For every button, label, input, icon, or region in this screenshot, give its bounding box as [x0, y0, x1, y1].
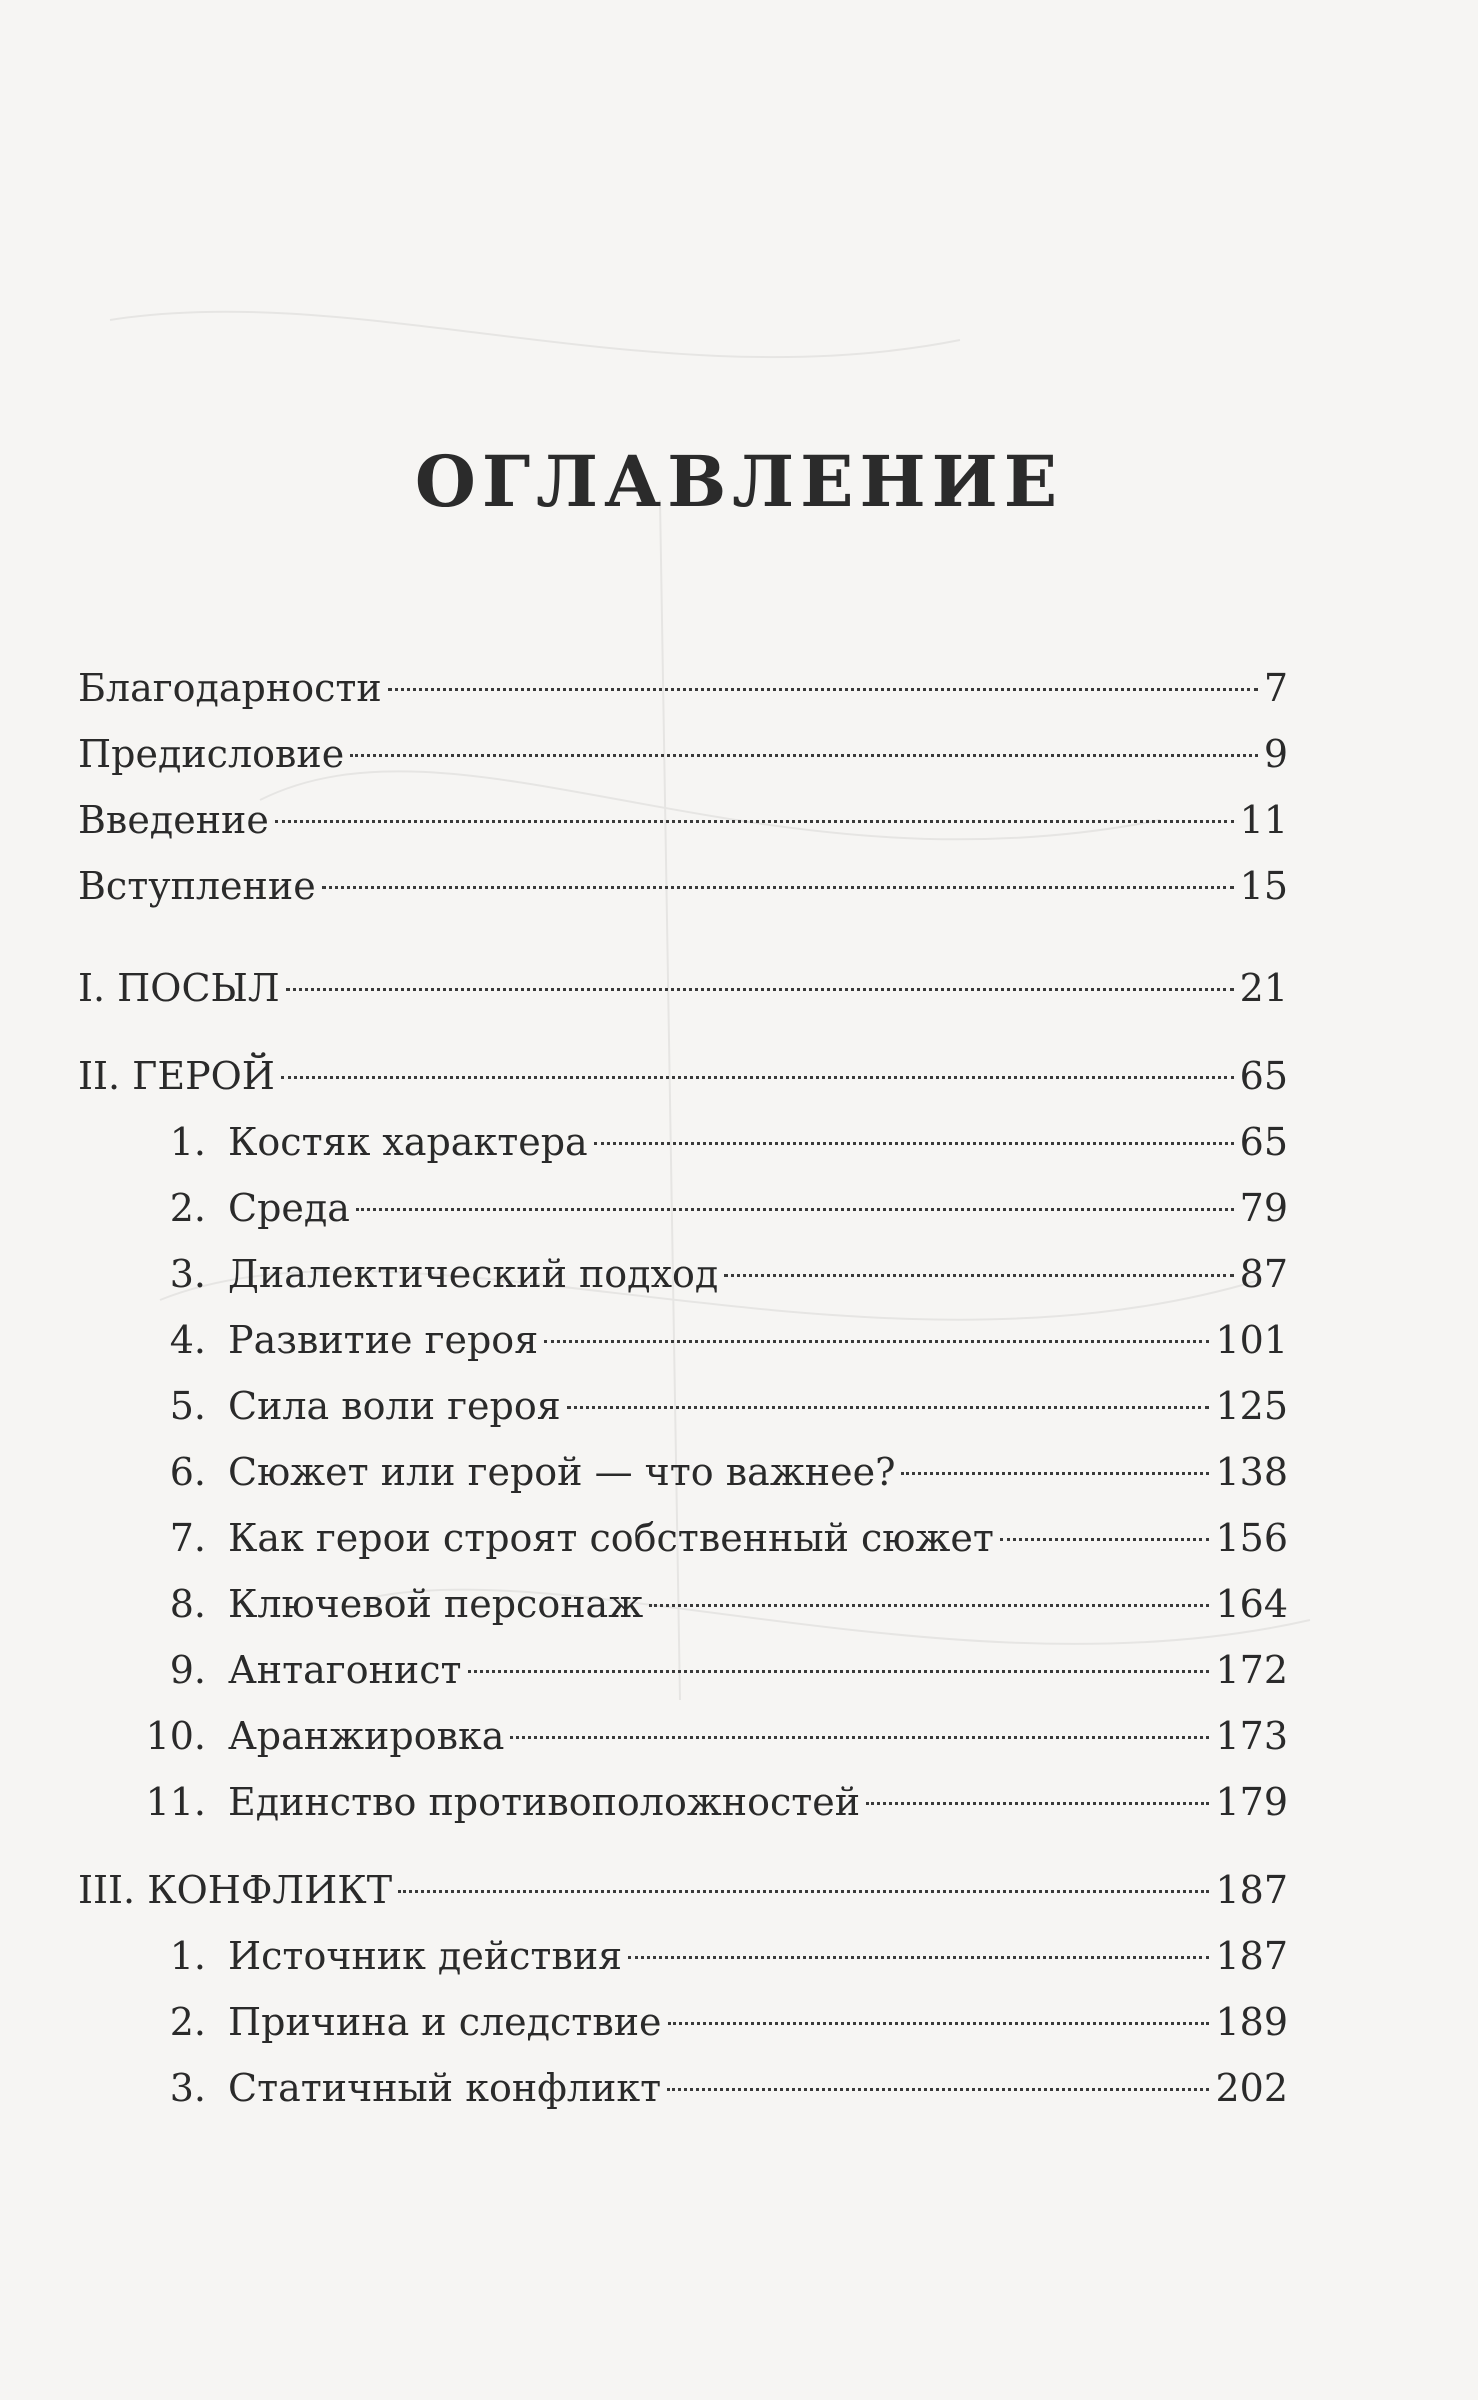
toc-subentry [78, 1175, 1288, 1241]
toc-entry [78, 853, 1288, 919]
dot-leader [510, 1736, 1209, 1739]
toc-page-number: 21 [1239, 966, 1288, 1010]
toc-subentry [78, 1637, 1288, 1703]
toc-page-number: 202 [1215, 2066, 1288, 2110]
toc-entry-label: I. ПОСЫЛ [78, 966, 280, 1010]
toc-entry-label: II. ГЕРОЙ [78, 1054, 275, 1098]
toc-subentry [78, 1439, 1288, 1505]
dot-leader [1000, 1538, 1210, 1541]
toc-subentry [78, 1373, 1288, 1439]
toc-page-number: 156 [1215, 1516, 1288, 1560]
toc-page-number: 15 [1239, 864, 1288, 908]
toc-page-number: 187 [1215, 1934, 1288, 1978]
toc-entry-label: Благодарности [78, 666, 382, 710]
toc-entry-label: Антагонист [228, 1648, 462, 1692]
toc-entry-label: III. КОНФЛИКТ [78, 1868, 393, 1912]
dot-leader [667, 2088, 1209, 2091]
toc-entry-label: Предисловие [78, 732, 345, 776]
toc-entry-label: Единство противоположностей [228, 1780, 861, 1824]
toc-page-number: 65 [1239, 1054, 1288, 1098]
toc-entry-label: Статичный конфликт [228, 2066, 662, 2110]
toc-subentry [78, 1769, 1288, 1835]
toc-subentry [78, 1703, 1288, 1769]
toc-page-number: 164 [1215, 1582, 1288, 1626]
toc-entry-number: 9. [169, 1648, 206, 1692]
toc-page-number: 7 [1263, 666, 1288, 710]
dot-leader [544, 1340, 1209, 1343]
toc-entry-number: 2. [169, 2000, 206, 2044]
toc-entry-label: Вступление [78, 864, 316, 908]
dot-leader [388, 688, 1258, 691]
toc-subentry [78, 1923, 1288, 1989]
toc-entry-number: 1. [169, 1120, 206, 1164]
toc-page-number: 173 [1215, 1714, 1288, 1758]
toc-subentry [78, 1989, 1288, 2055]
toc-entry-label: Развитие героя [228, 1318, 539, 1362]
toc-entry-label: Ключевой персонаж [228, 1582, 644, 1626]
toc-subentry [78, 1241, 1288, 1307]
dot-leader [275, 820, 1234, 823]
page-title: ОГЛАВЛЕНИЕ [414, 440, 1064, 523]
toc-entry-number: 8. [169, 1582, 206, 1626]
toc-subentry [78, 1109, 1288, 1175]
toc-page-number: 179 [1215, 1780, 1288, 1824]
toc-entry-label: Среда [228, 1186, 350, 1230]
dot-leader [356, 1208, 1234, 1211]
toc-subentry [78, 1505, 1288, 1571]
dot-leader [594, 1142, 1234, 1145]
dot-leader [286, 988, 1234, 991]
dot-leader [350, 754, 1258, 757]
toc-section [78, 1857, 1288, 1923]
toc-entry-number: 11. [145, 1780, 206, 1824]
toc-entry-number: 3. [169, 2066, 206, 2110]
toc-page-number: 125 [1215, 1384, 1288, 1428]
dot-leader [322, 886, 1234, 889]
toc-entry [78, 787, 1288, 853]
toc-entry-label: Источник действия [228, 1934, 623, 1978]
toc-entry-label: Введение [78, 798, 269, 842]
dot-leader [649, 1604, 1209, 1607]
toc-entry-number: 1. [169, 1934, 206, 1978]
toc-entry-number: 7. [169, 1516, 206, 1560]
dot-leader [398, 1890, 1209, 1893]
toc-subentry [78, 1307, 1288, 1373]
toc-page-number: 101 [1215, 1318, 1288, 1362]
dot-leader [567, 1406, 1210, 1409]
toc-subentry [78, 2055, 1288, 2121]
toc-section [78, 955, 1288, 1021]
toc-entry-label: Костяк характера [228, 1120, 588, 1164]
toc-page-number: 189 [1215, 2000, 1288, 2044]
toc-page-number: 172 [1215, 1648, 1288, 1692]
toc-entry-number: 6. [169, 1450, 206, 1494]
dot-leader [468, 1670, 1210, 1673]
toc-page-number: 9 [1263, 732, 1288, 776]
dot-leader [724, 1274, 1233, 1277]
dot-leader [281, 1076, 1234, 1079]
table-of-contents [78, 655, 1288, 2121]
toc-entry-number: 2. [169, 1186, 206, 1230]
toc-entry-number: 4. [169, 1318, 206, 1362]
toc-entry-label: Сила воли героя [228, 1384, 561, 1428]
toc-entry-number: 10. [145, 1714, 206, 1758]
toc-page-number: 65 [1239, 1120, 1288, 1164]
toc-page-number: 79 [1239, 1186, 1288, 1230]
toc-entry-label: Аранжировка [228, 1714, 505, 1758]
toc-section [78, 1043, 1288, 1109]
toc-entry-label: Причина и следствие [228, 2000, 662, 2044]
toc-page-number: 87 [1239, 1252, 1288, 1296]
toc-page-number: 138 [1215, 1450, 1288, 1494]
toc-page-number: 187 [1215, 1868, 1288, 1912]
dot-leader [668, 2022, 1210, 2025]
toc-entry-number: 3. [169, 1252, 206, 1296]
toc-entry-number: 5. [169, 1384, 206, 1428]
toc-subentry [78, 1571, 1288, 1637]
toc-page-number: 11 [1239, 798, 1288, 842]
toc-entry [78, 721, 1288, 787]
toc-entry-label: Диалектический подход [228, 1252, 719, 1296]
dot-leader [628, 1956, 1209, 1959]
toc-entry-label: Сюжет или герой — что важнее? [228, 1450, 896, 1494]
dot-leader [866, 1802, 1209, 1805]
toc-entry [78, 655, 1288, 721]
toc-entry-label: Как герои строят собственный сюжет [228, 1516, 994, 1560]
dot-leader [901, 1472, 1209, 1475]
